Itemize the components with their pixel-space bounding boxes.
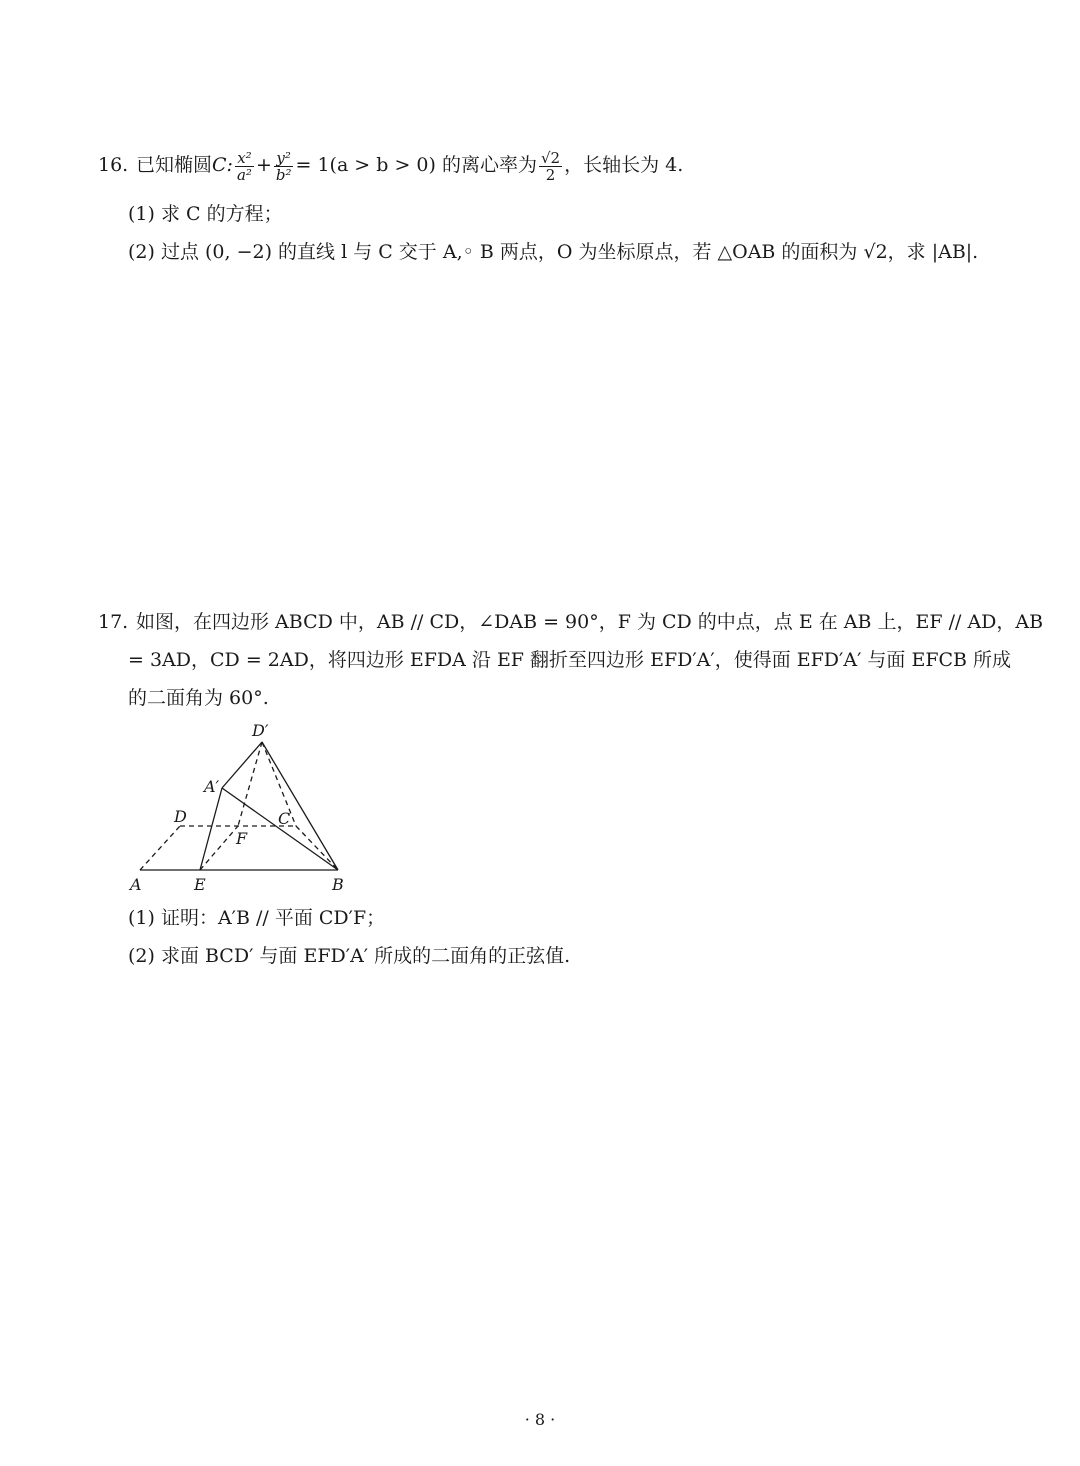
q16-eq-cond: = 1(a > b > 0) bbox=[295, 154, 436, 176]
q16-ecc-num: √2 bbox=[540, 148, 561, 167]
label-A: A bbox=[130, 875, 142, 894]
geometry-figure bbox=[128, 718, 368, 898]
label-D-prime: D′ bbox=[252, 721, 269, 740]
q16-ecc-frac bbox=[539, 150, 562, 183]
q16-intro: 已知椭圆 bbox=[136, 154, 213, 176]
q16-curve: C: bbox=[212, 154, 233, 176]
label-D: D bbox=[174, 807, 187, 826]
q17-line1 bbox=[98, 610, 1043, 634]
page-number: · 8 · bbox=[524, 1410, 556, 1429]
q16-frac1-den: a² bbox=[236, 165, 252, 184]
q17-number: 17. bbox=[98, 611, 129, 633]
q16-axis-text: ，长轴长为 4. bbox=[564, 154, 684, 176]
q16-ecc-text: 的离心率为 bbox=[441, 154, 537, 176]
label-C: C bbox=[278, 809, 291, 828]
q17-part1: (1) 证明：A′B // 平面 CD′F； bbox=[128, 907, 386, 929]
q17-part2: (2) 求面 BCD′ 与面 EFD′A′ 所成的二面角的正弦值. bbox=[128, 945, 571, 967]
q16-frac1-num: x² bbox=[235, 150, 254, 167]
q16-frac2 bbox=[274, 150, 294, 183]
q16-part2: (2) 过点 (0, −2) 的直线 l 与 C 交于 A,◦ B 两点，O 为坐标原点，若 △OAB 的面积为 √2，求 |AB|. bbox=[128, 241, 979, 263]
q16-part1: (1) 求 C 的方程； bbox=[128, 203, 283, 225]
q16-frac2-num: y² bbox=[274, 150, 294, 167]
label-A-prime: A′ bbox=[204, 777, 220, 796]
edge-EA-prime bbox=[200, 788, 222, 870]
edge-CB-dashed bbox=[296, 826, 338, 870]
q16-frac2-den: b² bbox=[275, 165, 292, 184]
q17-line3: 的二面角为 60°. bbox=[128, 687, 269, 709]
q16-ecc-den: 2 bbox=[545, 165, 556, 184]
q16-frac1 bbox=[235, 150, 254, 183]
q16-number: 16. bbox=[98, 154, 129, 176]
label-B: B bbox=[332, 875, 344, 894]
q16-plus: + bbox=[255, 154, 272, 176]
edge-A-prime-D-prime bbox=[222, 742, 262, 788]
label-E: E bbox=[194, 875, 206, 894]
q16-line1 bbox=[98, 148, 683, 183]
edge-AD-dashed bbox=[140, 826, 180, 870]
q17-line1-text: 如图，在四边形 ABCD 中，AB // CD，∠DAB = 90°，F 为 CD 的中点，点 E 在 AB 上，EF // AD，AB bbox=[136, 611, 1044, 633]
edge-D-prime-B bbox=[262, 742, 338, 870]
label-F: F bbox=[236, 829, 248, 848]
q17-line2: = 3AD，CD = 2AD，将四边形 EFDA 沿 EF 翻折至四边形 EFD′A′，使得面 EFD′A′ 与面 EFCB 所成 bbox=[128, 649, 1012, 671]
